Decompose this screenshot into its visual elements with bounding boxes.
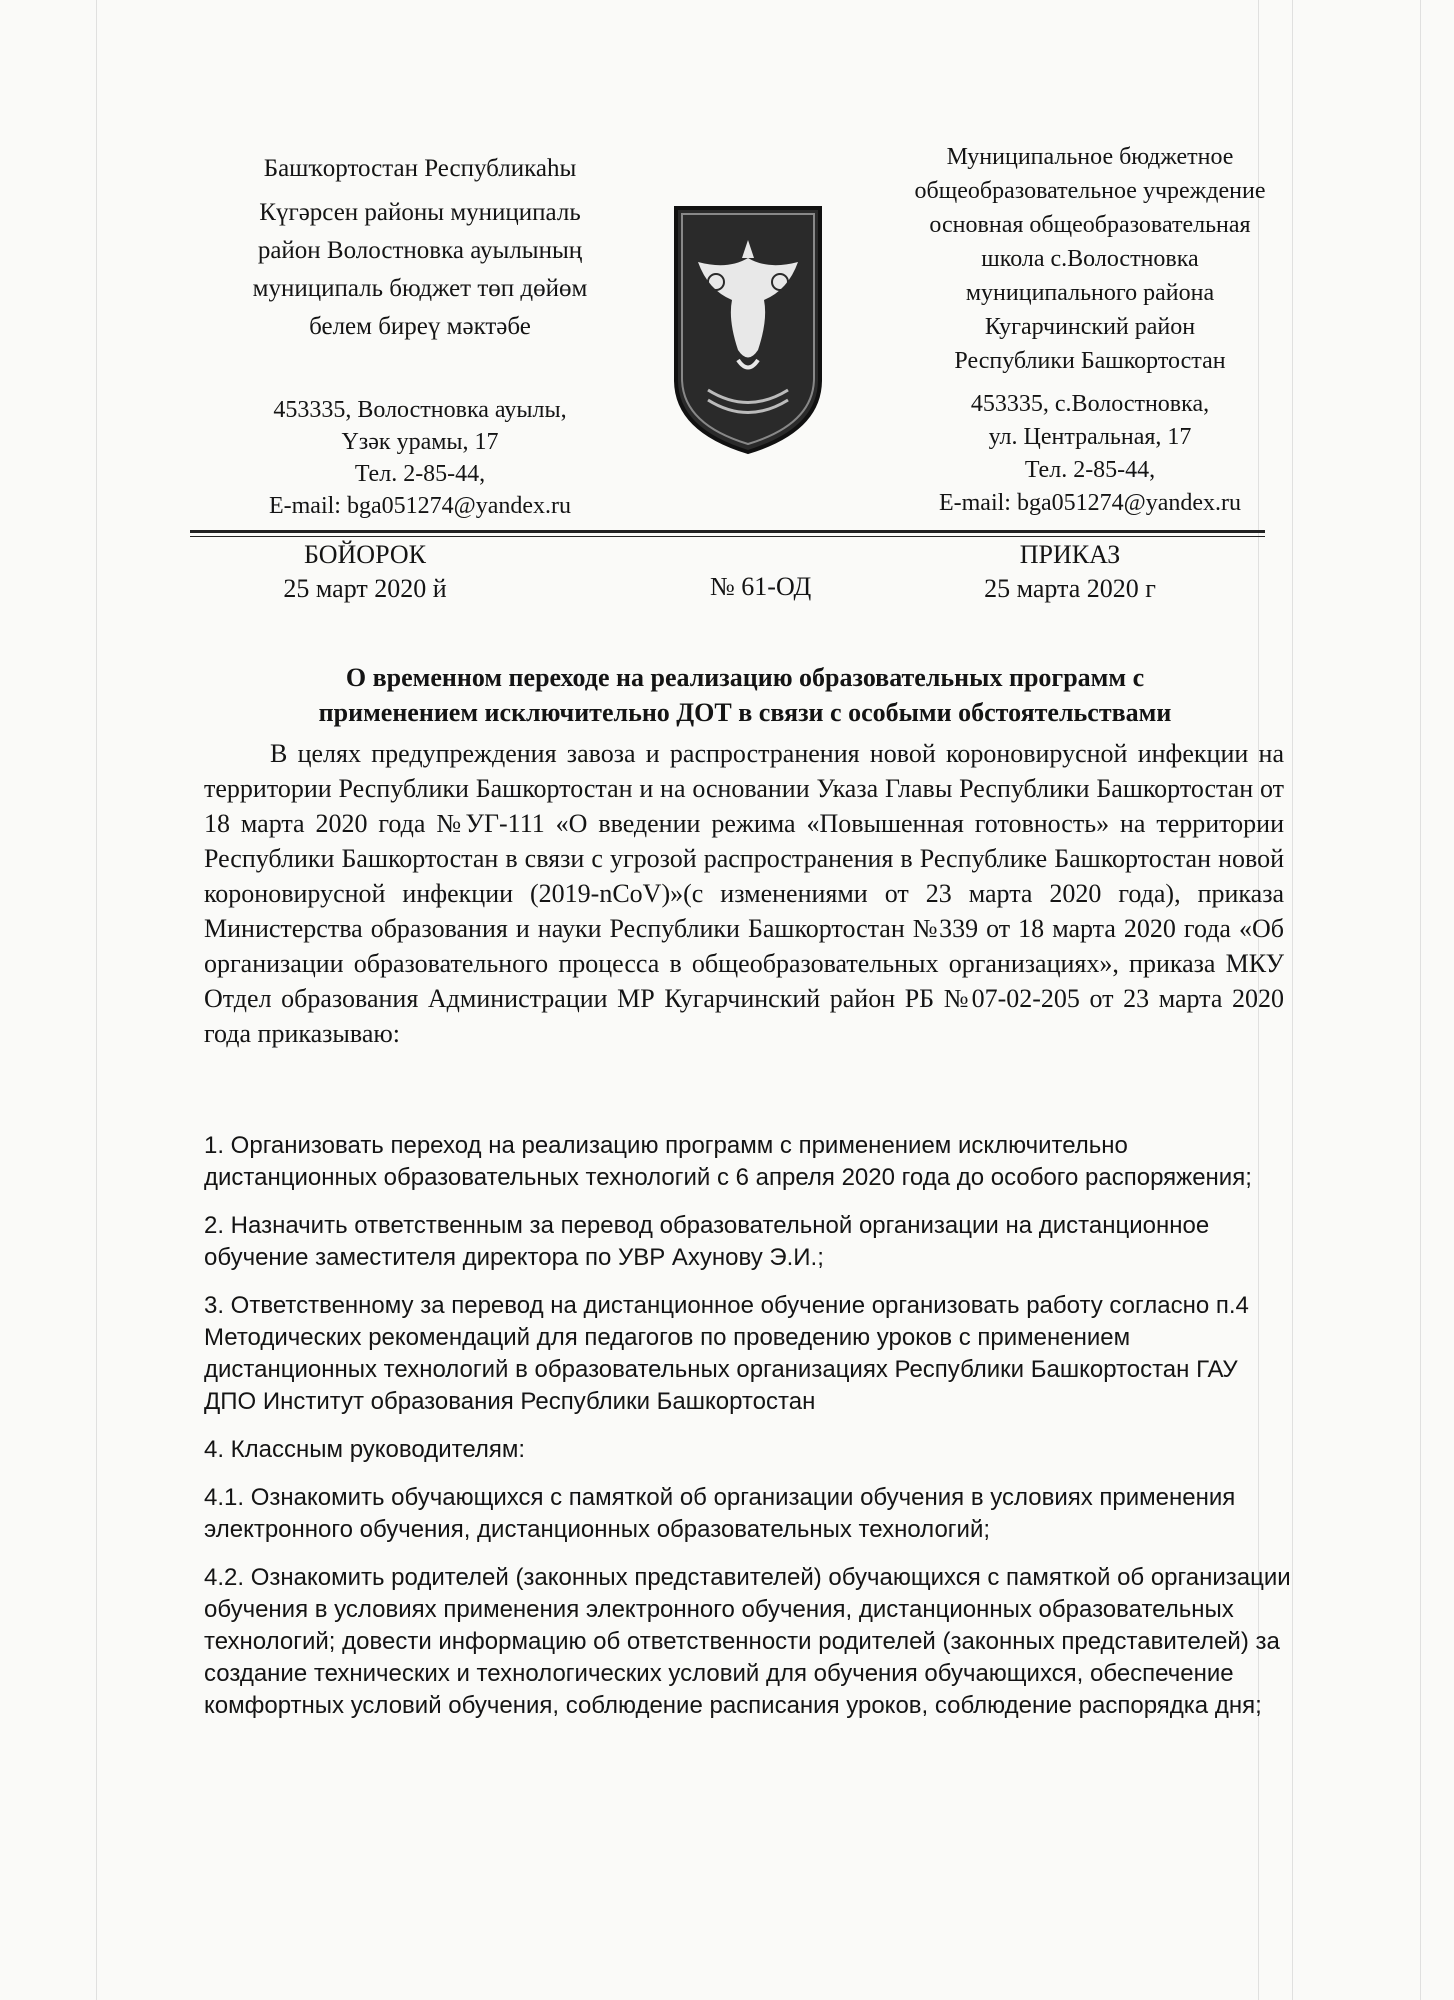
header-right-address	[880, 388, 1300, 520]
header-left-line: белем биреү мәктәбе	[309, 313, 531, 340]
address-line: Тел. 2-85-44,	[354, 461, 486, 487]
address-line: 453335, с.Волостновка,	[970, 391, 1210, 417]
header-left-title: Башҡортостан Республикаһы	[263, 155, 577, 182]
order-item: 4.1. Ознакомить обучающихся с памяткой об организации обучения в условиях применения электронного обучения, дистанционных образовательных технологий;	[204, 1484, 1236, 1543]
order-item: 2. Назначить ответственным за перевод образовательной организации на дистанционное обучение заместителя директора по УВР Ахунову Э.И.;	[204, 1212, 1210, 1271]
preamble-paragraph: В целях предупреждения завоза и распространения новой короновирусной инфекции на территории Республики Башкортостан и на основании Указа Главы Республики Башкортостан от 18 марта 2020 года №УГ-111 «О введении режима «Повышенная готовность» на территории Республики Башкортостан в связи с угрозой распространения в Республике Башкортостан новой короновирусной инфекции (2019-nCoV)»(с изменениями от 23 марта 2020 года), приказа Министерства образования и науки Республики Башкортостан №339 от 18 марта 2020 года «Об организации образовательного процесса в общеобразовательных организациях», приказа МКУ Отдел образования Администрации МР Кугарчинский район РБ №07-02-205 от 23 марта 2020 года приказываю:	[204, 739, 1284, 1048]
order-item: 4.2. Ознакомить родителей (законных представителей) обучающихся с памяткой об организации обучения в условиях применения электронного обучения, дистанционных образовательных технологий; довести информацию об ответственности родителей (законных представителей) за создание технических и технологических условий для обучения обучающихся, обеспечение комфортных условий обучения, соблюдение расписания уроков, соблюдение распорядка дня;	[204, 1564, 1291, 1719]
header-russian-block	[880, 140, 1300, 520]
header-right-line: общеобразовательное учреждение	[914, 178, 1266, 204]
order-right-title: ПРИКАЗ	[1019, 540, 1121, 569]
order-right-date: 25 марта 2020 г	[984, 574, 1156, 603]
header-right-line: школа с.Волостновка	[981, 246, 1199, 272]
email-line: E-mail: bga051274@yandex.ru	[268, 493, 572, 519]
header-left-address	[230, 394, 610, 522]
email-line: E-mail: bga051274@yandex.ru	[938, 490, 1242, 516]
order-item: 1. Организовать переход на реализацию программ с применением исключительно дистанционных образовательных технологий с 6 апреля 2020 года до особого распоряжения;	[204, 1132, 1252, 1191]
order-russian	[935, 538, 1205, 606]
address-line: ул. Центральная, 17	[988, 424, 1192, 450]
order-bashkir	[240, 538, 490, 606]
document-title	[200, 660, 1290, 730]
header-divider-thick	[190, 530, 1265, 533]
order-number: № 61-ОД	[710, 572, 812, 601]
header-bashkir-block	[230, 150, 610, 522]
header-right-line: Муниципальное бюджетное	[946, 144, 1234, 170]
scan-artifact-line	[96, 0, 97, 2000]
header-right-line: Республики Башкортостан	[954, 348, 1226, 374]
order-item: 4. Классным руководителям:	[204, 1436, 526, 1463]
header-divider-thin	[190, 536, 1265, 537]
header-left-line: Күгәрсен районы муниципаль	[259, 199, 581, 226]
order-left-date: 25 март 2020 й	[283, 574, 447, 603]
address-line: 453335, Волостновка ауылы,	[273, 397, 567, 423]
address-line: Үзәк урамы, 17	[341, 429, 499, 455]
header-left-line: муниципаль бюджет төп дөйөм	[252, 275, 588, 302]
header-right-line: Кугарчинский район	[984, 314, 1196, 340]
order-item: 3. Ответственному за перевод на дистанционное обучение организовать работу согласно п.4 Методических рекомендаций для педагогов по проведению уроков с применением дистанционных технологий в образовательных организациях Республики Башкортостан ГАУ ДПО Институт образования Республики Башкортостан	[204, 1292, 1249, 1415]
title-line: применением исключительно ДОТ в связи с особыми обстоятельствами	[318, 698, 1172, 727]
address-line: Тел. 2-85-44,	[1024, 457, 1156, 483]
order-left-title: БОЙОРОК	[304, 540, 426, 569]
title-line: О временном переходе на реализацию образовательных программ с	[345, 663, 1145, 692]
order-items-list	[204, 1130, 1294, 1738]
header-right-line: муниципального района	[965, 280, 1215, 306]
scan-artifact-line	[1420, 0, 1421, 2000]
coat-of-arms-emblem	[668, 200, 828, 460]
header-right-line: основная общеобразовательная	[929, 212, 1251, 238]
header-left-line: район Волостновка ауылының	[257, 237, 583, 264]
